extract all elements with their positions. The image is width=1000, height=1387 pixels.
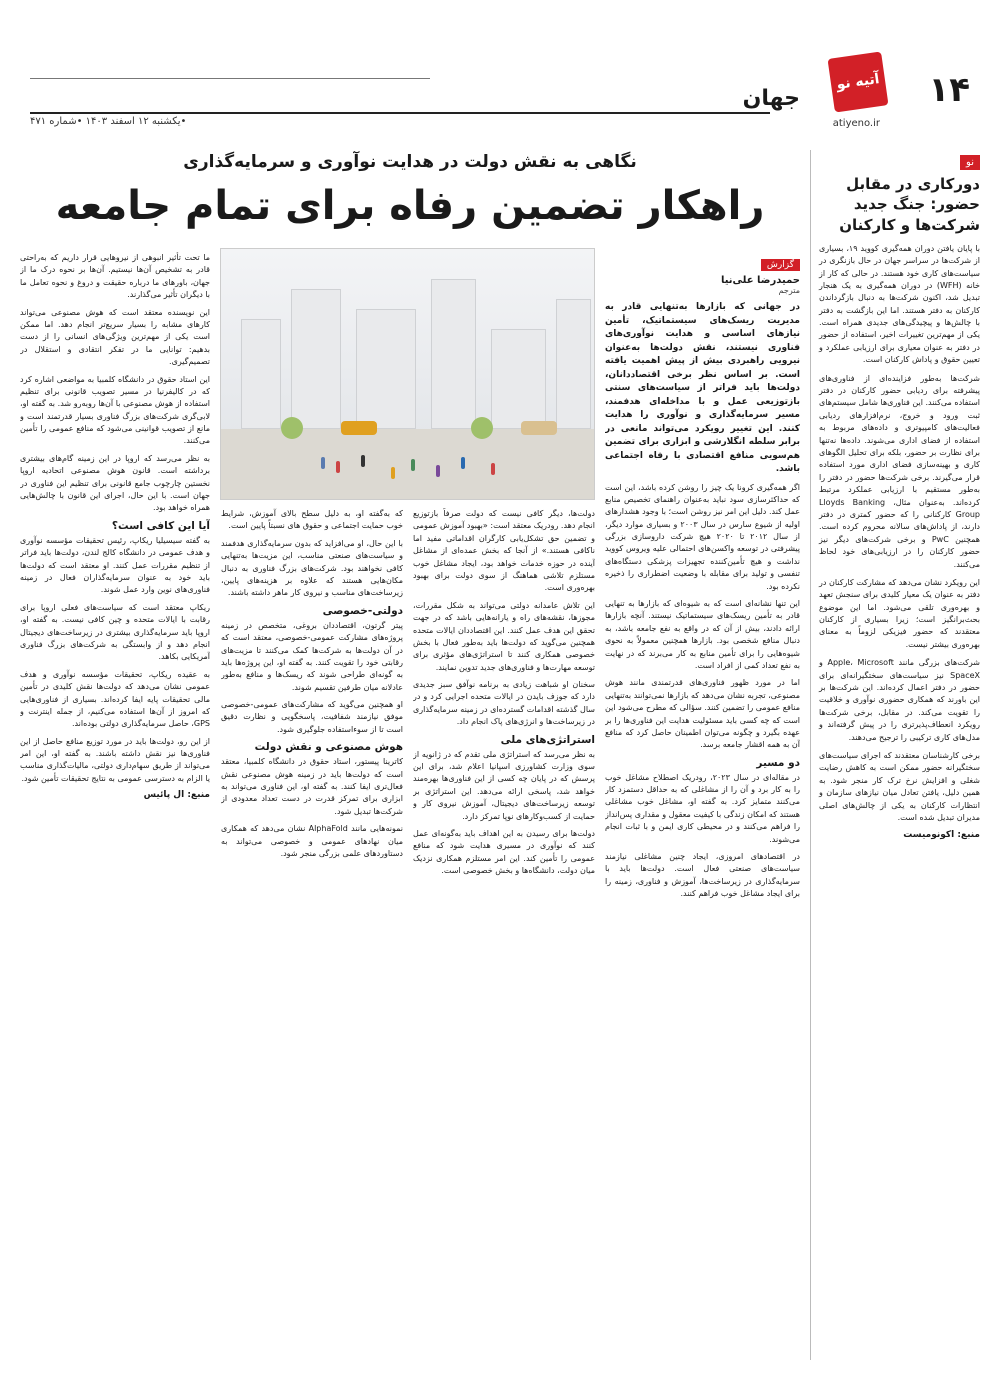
article-paragraph: او همچنین می‌گوید که مشارکت‌های عمومی-خصوصی موفق نیازمند شفافیت، پاسخگویی و نظارت دقیق است تا از سوءاستفاده جلوگیری شود. <box>221 700 403 734</box>
byline-tag: گزارش <box>761 259 800 271</box>
article-paragraph: اما در مورد ظهور فناوری‌های قدرتمندی مانند هوش مصنوعی، تجربه نشان می‌دهد که بازارها نمی‌توانند به‌تنهایی منافع عمومی را تضمین کنند. سؤالی که مطرح می‌شود این است که چه کسی باید مسئولیت هدایت این فناوری‌ها را بر عهده بگیرد و چگونه می‌توان اطمینان حاصل کرد که منافع آن به همه اقشار جامعه برسد. <box>605 678 800 750</box>
article-column-2 <box>413 508 595 1362</box>
building-shape <box>241 319 281 429</box>
site-url[interactable]: atiyeno.ir <box>832 118 880 129</box>
article-paragraph: اگر همه‌گیری کرونا یک چیز را روشن کرده باشد، این است که حداکثرسازی سود نباید به‌عنوان راهنمای تخصیص منابع عمل کند. دلیل این امر نیز روشن است؛ با وجود هشدارهای اولیه از شیوع سارس در سال ۲۰۰۳ و بسیاری موارد دیگر، از سال ۲۰۱۲ تا ۲۰۲۰ هیچ شرکت داروسازی بزرگی پیشرفتی در توسعه واکسن‌های احتمالی علیه ویروس کووید نداشت و هیچ تأمین‌کننده تجهیزات پزشکی دستگاه‌های تنفسی و تولید برای مقابله با وضعیت اضطراری را ذخیره نکرده بود. <box>605 482 800 591</box>
header-rule <box>30 78 430 79</box>
article-paragraph: از این رو، دولت‌ها باید در مورد توزیع منافع حاصل از این فناوری‌ها نیز نقش داشته باشند. به گفته او، این امر می‌تواند از طریق سهام‌داری دولتی، مالیات‌گذاری مناسب یا الزام به دسترسی عمومی به نتایج تحقیقات تأمین شود. <box>20 736 210 783</box>
figure-shape <box>321 457 325 469</box>
article-paragraph: نمونه‌هایی مانند AlphaFold نشان می‌دهد که همکاری میان نهادهای عمومی و خصوصی می‌تواند به دستاوردهای علمی بزرگی منجر شود. <box>221 824 403 858</box>
side-story-paragraph: این رویکرد نشان می‌دهد که مشارکت کارکنان در دفتر به عنوان یک معیار کلیدی برای سنجش تعهد و بهره‌وری تلقی می‌شود. اما این موضوع بحث‌برانگیز است؛ زیرا بسیاری از کارکنان معتقدند که حضور فیزیکی لزوماً به معنای بهره‌وری بیشتر نیست. <box>819 577 980 649</box>
article-paragraph: در مقاله‌ای در سال ۲۰۲۳، رودریک اصطلاح مشاغل خوب را به کار برد و آن را از مشاغلی که به حداقل دستمزد کار می‌کنند متمایز کرد. به گفته او، مشاغل خوب مشاغلی هستند که امکان زندگی با کیفیت معقول و مقداری پس‌انداز را فراهم می‌کنند و در محیطی کاری ایمن و با ثبات انجام می‌شوند. <box>605 772 800 844</box>
article-paragraph: که به‌گفته او، به دلیل سطح بالای آموزش، شرایط خوب حمایت اجتماعی و حقوق های نسبتاً پایین است. <box>221 509 403 531</box>
side-story-paragraph: برخی کارشناسان معتقدند که اجرای سیاست‌های سختگیرانه حضور ممکن است به کاهش رضایت شغلی و افزایش نرخ ترک کار منجر شود. به همین دلیل، یافتن تعادل میان نیازهای سازمان و انتظارات کارکنان به یکی از چالش‌های اصلی مدیران تبدیل شده است. <box>819 750 980 822</box>
article-paragraph: دولت‌ها، دیگر کافی نیست که دولت صرفاً بازتوزیع انجام دهد. رودریک معتقد است: «بهبود آموزش عمومی و تضمین حق تشکل‌یابی کارگران اقداماتی مفید اما ناکافی هستند.» از آنجا که بخش عمده‌ای از مشاغل آینده در حوزه خدمات خواهد بود، ایجاد مشاغل خوب مستلزم تلاشی هماهنگ از سوی دولت برای بهبود بهره‌وری است. <box>413 509 595 593</box>
article-paragraph: با این حال، او می‌افزاید که بدون سرمایه‌گذاری هدفمند و سیاست‌های صنعتی مناسب، این مزیت‌ها به‌تنهایی کافی نخواهند بود. شرکت‌های بزرگ فناوری به دنبال مکان‌هایی هستند که علاوه بر هزینه‌های پایین، زیرساخت‌های مناسب و نیروی کار ماهر داشته باشند. <box>221 538 403 598</box>
figure-shape <box>336 461 340 473</box>
article-paragraph: پیتر گرتون، اقتصاددان بروغی، متخصص در زمینه پروژه‌های مشارکت عمومی-خصوصی، معتقد است که در آن دولت‌ها به شرکت‌ها کمک می‌کنند تا مزیت‌های رقابتی خود را تقویت کنند. به گفته او، این پروژه‌ها باید به گونه‌ای طراحی شوند که ریسک‌ها و منافع به‌طور عادلانه میان طرفین تقسیم شوند. <box>221 620 403 692</box>
section-title: جهان <box>742 86 800 111</box>
subheading: استراتژی‌های ملی <box>500 733 595 746</box>
article-paragraph: ما تحت تأثیر انبوهی از نیروهایی قرار داریم که به‌راحتی قادر به تشخیص آن‌ها نیستیم. آن‌ها بر نحوه درک ما از جهان، باورهای ما درباره حقیقت و دروغ و نحوه تعامل ما با دیگران تأثیر می‌گذارند. <box>20 253 210 300</box>
article-lead: در جهانی که بازارها به‌تنهایی قادر به مدیریت ریسک‌های سیستماتیک، تأمین نیازهای اساسی و هدایت نوآوری‌های فناوری نیستند، نقش دولت‌ها به‌عنوان نیرویی راهبردی بیش از پیش اهمیت یافته است. بر اساس نظر برخی اقتصاددانان، دولت‌ها باید فراتر از سیاست‌های سنتی بازتوزیعی عمل و با مداخله‌ای هدفمند، مسیر سرمایه‌گذاری و نوآوری را هدایت کنند. این تغییر رویکرد می‌تواند مانعی در برابر سلطه انگلارشی و ابزاری برای تضمین هم‌سویی منافع اقتصادی با رفاه اجتماعی باشد. <box>605 302 800 474</box>
article-paragraph: در اقتصادهای امروزی، ایجاد چنین مشاغلی نیازمند سیاست‌های صنعتی فعال است. دولت‌ها باید با سرمایه‌گذاری در زیرساخت‌ها، آموزش و فناوری، زمینه را برای ایجاد مشاغل خوب فراهم کنند. <box>605 852 800 899</box>
article-paragraph: این تلاش عامدانه دولتی می‌تواند به شکل مقررات، مجوزها، نقشه‌های راه و یارانه‌هایی باشد که در جهت تحقق این هدف عمل کنند. این اقتصاددان ایالات متحده همچنین می‌گوید که دولت‌ها باید به‌طور فعال با بخش خصوصی همکاری کنند تا استراتژی‌های مؤثری برای توسعه مهارت‌ها و فناوری‌های جدید تدوین نمایند. <box>413 600 595 672</box>
author-role: مترجم <box>778 286 800 295</box>
article-credit: منبع: ال پائیس <box>143 790 210 801</box>
side-story-paragraph: شرکت‌های بزرگی مانند Apple، Microsoft و SpaceX نیز سیاست‌های سختگیرانه‌ای برای حضور در دفتر اعمال کرده‌اند. این شرکت‌ها بر این باورند که همکاری حضوری نوآوری و خلاقیت را تقویت می‌کند. در مقابل، برخی شرکت‌ها رویکرد انعطاف‌پذیرتری را در پیش گرفته‌اند و مدل‌های کاری ترکیبی را ترجیح می‌دهند. <box>819 658 980 742</box>
article-kicker: نگاهی به نقش دولت در هدایت نوآوری و سرمایه‌گذاری <box>183 152 637 172</box>
newspaper-logo[interactable]: آتیه نو <box>828 52 889 113</box>
figure-shape <box>436 465 440 477</box>
dateline: •یکشنبه ۱۲ اسفند ۱۴۰۳ •شماره ۴۷۱ <box>30 116 187 127</box>
article-paragraph: دولت‌ها برای رسیدن به این اهداف باید به‌گونه‌ای عمل کنند که نوآوری در مسیری هدایت شود که منافع عمومی را تأمین کند. این امر مستلزم همکاری نزدیک میان دولت، دانشگاه‌ها و بخش خصوصی است. <box>413 828 595 876</box>
article-paragraph: به عقیده ریکاپ، تحقیقات مؤسسه نوآوری و هدف عمومی نشان می‌دهد که دولت‌ها نقش کلیدی در تأمین مالی تحقیقات پایه ایفا کرده‌اند. بسیاری از فناوری‌هایی که امروز از آن‌ها استفاده می‌کنیم، از جمله اینترنت و GPS، حاصل سرمایه‌گذاری دولتی بوده‌اند. <box>20 669 210 729</box>
article-paragraph: به نظر می‌رسد که اروپا در این زمینه گام‌های بیشتری برداشته است. قانون هوش مصنوعی اتحادیه اروپا نخستین چارچوب جامع قانونی برای تنظیم این فناوری در جهان است. با این حال، اجرای این قانون با چالش‌هایی همراه خواهد بود. <box>20 453 210 513</box>
tree-shape <box>281 417 303 439</box>
building-shape <box>431 279 476 429</box>
article-paragraph: این استاد حقوق در دانشگاه کلمبیا به مواضعی اشاره کرد که در کالیفرنیا در مسیر تصویب قانونی برای تنظیم استفاده از هوش مصنوعی با آن‌ها روبه‌رو شد. به گفته او، لابی‌گری شرکت‌های بزرگ فناوری بسیار قدرتمند است و مانع از تصویب قوانینی می‌شود که منافع عمومی را تأمین می‌کنند. <box>20 374 210 446</box>
figure-shape <box>461 457 465 469</box>
article-photo <box>220 248 595 500</box>
ground <box>221 429 594 499</box>
article-paragraph: به نظر می‌رسد که استراتژی ملی تقدم که در ژانویه از سوی وزارت کشاورزی اسپانیا اعلام شد، برای این پرسش که در پایان چه کسی از این فناوری‌ها بهره‌مند خواهد شد، پاسخی ارائه می‌دهد. این استراتژی بر توسعه زیرساخت‌های دیجیتال، آموزش نیروی کار و حمایت از کسب‌وکارهای نوپا تمرکز دارد. <box>413 749 595 821</box>
article-paragraph: ریکاپ معتقد است که سیاست‌های فعلی اروپا برای رقابت با ایالات متحده و چین کافی نیست. به گفته او، اروپا باید سرمایه‌گذاری بیشتری در زیرساخت‌های دیجیتال انجام دهد و از وابستگی به شرکت‌های بزرگ فناوری آمریکایی بکاهد. <box>20 602 210 662</box>
article-paragraph: کاترینا پیستور، استاد حقوق در دانشگاه کلمبیا، معتقد است که دولت‌ها باید در زمینه هوش مصنوعی نقش فعال‌تری ایفا کنند. به گفته او، این فناوری می‌تواند به ابزاری برای تمرکز قدرت در دست تعداد معدودی از شرکت‌ها تبدیل شود. <box>221 757 403 816</box>
article-paragraph: سخنان او شباهت زیادی به برنامه نوآفق سبز جدیدی دارد که جوزف بایدن در ایالات متحده اجرایی کرد و در سال گذشته اقدامات گسترده‌ای در زمینه سرمایه‌گذاری در زیرساخت‌ها و انرژی‌های پاک انجام داد. <box>413 680 595 727</box>
main-article-header <box>20 150 800 232</box>
header-subrule <box>30 112 770 114</box>
side-story-tag: نو <box>960 155 980 170</box>
building-shape <box>291 289 341 429</box>
side-story-paragraph: با پایان یافتن دوران همه‌گیری کووید ۱۹، بسیاری از شرکت‌ها در سراسر جهان در حال بازنگری در سیاست‌های کاری خود هستند. در حالی که کار از خانه (WFH) در دوران همه‌گیری به یک هنجار تبدیل شد، اکنون شرکت‌ها به دنبال بازگرداندن کارکنان به دفتر هستند. اما این بازگشت به دفتر با چالش‌ها و پیچیدگی‌های جدیدی همراه است. یکی از مهم‌ترین تغییرات اخیر، استفاده از حضور در دفتر به عنوان معیاری برای ارزیابی عملکرد و تعیین حقوق و پاداش کارکنان است. <box>819 243 980 365</box>
figure-shape <box>491 463 495 475</box>
subheading: دولتی-خصوصی <box>322 604 403 617</box>
building-shape <box>556 299 591 429</box>
side-story <box>810 150 980 1360</box>
article-headline: راهکار تضمین رفاه برای تمام جامعه <box>55 183 765 229</box>
figure-shape <box>361 455 365 467</box>
tree-shape <box>471 417 493 439</box>
masthead <box>0 0 1000 138</box>
author-name: حمیدرضا علی‌نیا <box>720 275 800 286</box>
building-shape <box>356 309 416 429</box>
article-paragraph: این تنها نشانه‌ای است که به شیوه‌ای که بازارها به تنهایی قادر به تأمین ریسک‌های سیستماتیک نیستند. آنچه بازارها ارائه دادند، بیش از آن که در واقع به نفع جامعه باشد، به دنبال منافع شخصی بود. بازارها همچنین معمولاً به نحوی شیوه‌هایی را برای تأمین منابع به کار می‌برند که در نهایت به نفع تعداد کمی از افراد است. <box>605 599 800 670</box>
subheading: آیا این کافی است؟ <box>111 519 210 532</box>
vehicle-shape <box>341 421 377 435</box>
side-story-paragraph: شرکت‌ها به‌طور فزاینده‌ای از فناوری‌های پیشرفته برای ردیابی حضور کارکنان در دفتر استفاده می‌کنند. این فناوری‌ها شامل سیستم‌های ثبت ورود و خروج، نرم‌افزارهای ردیابی فعالیت‌های کامپیوتری و داده‌های مربوط به استفاده از فضای اداری می‌شوند. داده‌ها نه‌تنها برای نظارت بر حضور، بلکه برای تحلیل الگوهای کاری و بهینه‌سازی فضای اداری مورد استفاده قرار می‌گیرند. برخی شرکت‌ها حضور در دفتر را به‌طور مستقیم با ارزیابی عملکرد مرتبط کرده‌اند. به‌عنوان مثال، Lloyds Banking Group کارکنانی را که حضور کمتری در دفتر دارند، از پاداش‌های سالانه محروم کرده است. همچنین PwC و برخی شرکت‌های دیگر نیز حضور کارکنان را در ارزیابی‌های خود لحاظ می‌کنند. <box>819 373 980 569</box>
figure-shape <box>411 459 415 471</box>
side-story-title: دورکاری در مقابل حضور: جنگ جدید شرکت‌ها و کارکنان <box>839 175 980 234</box>
article-column-4 <box>20 252 210 1362</box>
article-paragraph: به گفته سیسیلیا ریکاپ، رئیس تحقیقات مؤسسه نوآوری و هدف عمومی در دانشگاه کالج لندن، دولت‌ها باید فراتر از تنظیم مقررات عمل کنند. او معتقد است که دولت‌ها باید خود به عنوان سرمایه‌گذاران فعال در زمینه فناوری‌های نوین وارد عمل شوند. <box>20 535 210 595</box>
page-number: ۱۴ <box>928 70 970 110</box>
subheading: دو مسیر <box>756 756 800 769</box>
article-column-3 <box>221 508 403 1362</box>
building-shape <box>491 329 546 429</box>
article-column-1 <box>605 252 800 1362</box>
side-story-credit: منبع: اکونومیست <box>903 830 980 841</box>
figure-shape <box>391 467 395 479</box>
article-paragraph: این نویسنده معتقد است که هوش مصنوعی می‌تواند کارهای مشابه را بسیار سریع‌تر انجام دهد. اما ممکن است یکی از مهم‌ترین ویژگی‌های انسانی را از دست بدهیم: توانایی ما در تفکر انتقادی و استقلال در تصمیم‌گیری. <box>20 307 210 367</box>
subheading: هوش مصنوعی و نقش دولت <box>254 741 403 754</box>
vehicle-shape <box>521 421 557 435</box>
